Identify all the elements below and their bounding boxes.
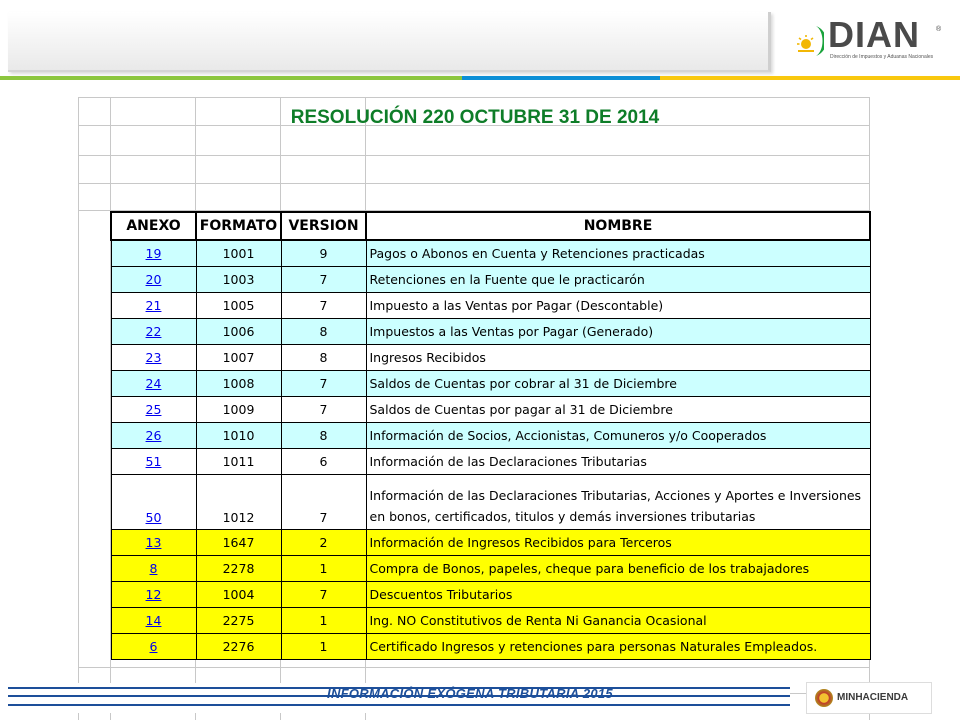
table-row xyxy=(111,293,870,319)
anexo-cell[interactable] xyxy=(111,475,196,530)
page-title: RESOLUCIÓN 220 OCTUBRE 31 DE 2014 xyxy=(290,107,660,128)
version-cell: 8 xyxy=(281,423,366,449)
formato-cell: 1012 xyxy=(196,475,281,530)
version-cell: 7 xyxy=(281,475,366,530)
minhacienda-logo xyxy=(806,682,932,714)
table-row xyxy=(111,319,870,345)
anexo-link[interactable]: 51 xyxy=(145,454,162,469)
nombre-cell: Retenciones en la Fuente que le practicarón xyxy=(366,267,870,293)
formato-cell: 1008 xyxy=(196,371,281,397)
table-row xyxy=(111,423,870,449)
header-banner xyxy=(8,12,771,72)
formato-cell: 1011 xyxy=(196,449,281,475)
nombre-cell: Saldos de Cuentas por cobrar al 31 de Diciembre xyxy=(366,371,870,397)
formato-cell: 1007 xyxy=(196,345,281,371)
nombre-cell: Descuentos Tributarios xyxy=(366,582,870,608)
nombre-cell: Información de las Declaraciones Tributarias xyxy=(366,449,870,475)
nombre-cell: Ing. NO Constitutivos de Renta Ni Ganancia Ocasional xyxy=(366,608,870,634)
nombre-cell: Compra de Bonos, papeles, cheque para beneficio de los trabajadores xyxy=(366,556,870,582)
anexo-cell[interactable] xyxy=(111,449,196,475)
anexo-link[interactable]: 25 xyxy=(145,402,162,417)
formato-cell: 1006 xyxy=(196,319,281,345)
formato-cell: 2275 xyxy=(196,608,281,634)
column-header-version: VERSION xyxy=(281,212,366,240)
version-cell: 8 xyxy=(281,345,366,371)
table-row xyxy=(111,634,870,660)
table-row xyxy=(111,449,870,475)
anexo-link[interactable]: 20 xyxy=(145,272,162,287)
anexo-link[interactable]: 8 xyxy=(149,561,158,576)
column-header-anexo: ANEXO xyxy=(111,212,196,240)
anexo-link[interactable]: 13 xyxy=(145,535,162,550)
formato-cell: 1004 xyxy=(196,582,281,608)
formato-cell: 1003 xyxy=(196,267,281,293)
version-cell: 1 xyxy=(281,556,366,582)
header-stripe-blue xyxy=(462,76,660,80)
anexo-link[interactable]: 23 xyxy=(145,350,162,365)
dian-logo xyxy=(786,14,946,68)
anexo-cell[interactable] xyxy=(111,397,196,423)
version-cell: 7 xyxy=(281,293,366,319)
anexo-cell[interactable] xyxy=(111,293,196,319)
version-cell: 1 xyxy=(281,634,366,660)
formato-cell: 2278 xyxy=(196,556,281,582)
nombre-cell: Certificado Ingresos y retenciones para personas Naturales Empleados. xyxy=(366,634,870,660)
logo-text: DIAN xyxy=(828,14,920,55)
anexo-cell[interactable] xyxy=(111,608,196,634)
table-row xyxy=(111,397,870,423)
version-cell: 7 xyxy=(281,582,366,608)
anexo-cell[interactable] xyxy=(111,556,196,582)
column-header-nombre: NOMBRE xyxy=(366,212,870,240)
anexo-cell[interactable] xyxy=(111,319,196,345)
formato-cell: 2276 xyxy=(196,634,281,660)
version-cell: 8 xyxy=(281,319,366,345)
table-row xyxy=(111,371,870,397)
nombre-cell: Información de Ingresos Recibidos para Terceros xyxy=(366,530,870,556)
version-cell: 7 xyxy=(281,371,366,397)
header-stripe-yellow xyxy=(660,76,960,80)
table-row xyxy=(111,608,870,634)
anexo-cell[interactable] xyxy=(111,582,196,608)
formats-table xyxy=(110,211,871,660)
header-stripe-green xyxy=(0,76,462,80)
version-cell: 1 xyxy=(281,608,366,634)
nombre-cell: Pagos o Abonos en Cuenta y Retenciones practicadas xyxy=(366,240,870,267)
formato-cell: 1001 xyxy=(196,240,281,267)
table-row xyxy=(111,582,870,608)
formato-cell: 1005 xyxy=(196,293,281,319)
version-cell: 9 xyxy=(281,240,366,267)
anexo-cell[interactable] xyxy=(111,371,196,397)
version-cell: 7 xyxy=(281,397,366,423)
anexo-link[interactable]: 21 xyxy=(145,298,162,313)
nombre-cell: Impuestos a las Ventas por Pagar (Generado) xyxy=(366,319,870,345)
anexo-cell[interactable] xyxy=(111,240,196,267)
formato-cell: 1009 xyxy=(196,397,281,423)
version-cell: 6 xyxy=(281,449,366,475)
nombre-cell: Información de Socios, Accionistas, Comuneros y/o Cooperados xyxy=(366,423,870,449)
logo-registered-mark: ® xyxy=(936,26,942,33)
coat-of-arms-icon xyxy=(815,689,833,707)
anexo-link[interactable]: 22 xyxy=(145,324,162,339)
anexo-cell[interactable] xyxy=(111,423,196,449)
anexo-cell[interactable] xyxy=(111,345,196,371)
table-row xyxy=(111,475,870,530)
anexo-link[interactable]: 6 xyxy=(149,639,158,654)
table-row xyxy=(111,345,870,371)
table-row xyxy=(111,556,870,582)
column-header-formato: FORMATO xyxy=(196,212,281,240)
anexo-link[interactable]: 19 xyxy=(145,246,162,261)
table-row xyxy=(111,267,870,293)
anexo-cell[interactable] xyxy=(111,634,196,660)
anexo-link[interactable]: 14 xyxy=(145,613,162,628)
anexo-link[interactable]: 26 xyxy=(145,428,162,443)
nombre-cell: Saldos de Cuentas por pagar al 31 de Diciembre xyxy=(366,397,870,423)
version-cell: 2 xyxy=(281,530,366,556)
logo-subtitle: Dirección de Impuestos y Aduanas Nacionales xyxy=(830,54,934,60)
formato-cell: 1647 xyxy=(196,530,281,556)
nombre-cell: Información de las Declaraciones Tributarias, Acciones y Aportes e Inversiones en bonos, certificados, titulos y demás inversiones tributarias xyxy=(366,475,870,530)
anexo-link[interactable]: 12 xyxy=(145,587,162,602)
dian-sun-icon xyxy=(794,22,824,58)
anexo-link[interactable]: 24 xyxy=(145,376,162,391)
ministry-label: MINHACIENDA xyxy=(837,692,909,703)
anexo-cell[interactable] xyxy=(111,530,196,556)
nombre-cell: Impuesto a las Ventas por Pagar (Descontable) xyxy=(366,293,870,319)
version-cell: 7 xyxy=(281,267,366,293)
anexo-link[interactable]: 50 xyxy=(145,510,162,525)
nombre-cell: Ingresos Recibidos xyxy=(366,345,870,371)
table-header-row xyxy=(111,212,870,240)
anexo-cell[interactable] xyxy=(111,267,196,293)
footer-title: INFORMACIÓN EXÓGENA TRIBUTARIA 2015 xyxy=(327,686,613,701)
formato-cell: 1010 xyxy=(196,423,281,449)
table-row xyxy=(111,240,870,267)
table-row xyxy=(111,530,870,556)
